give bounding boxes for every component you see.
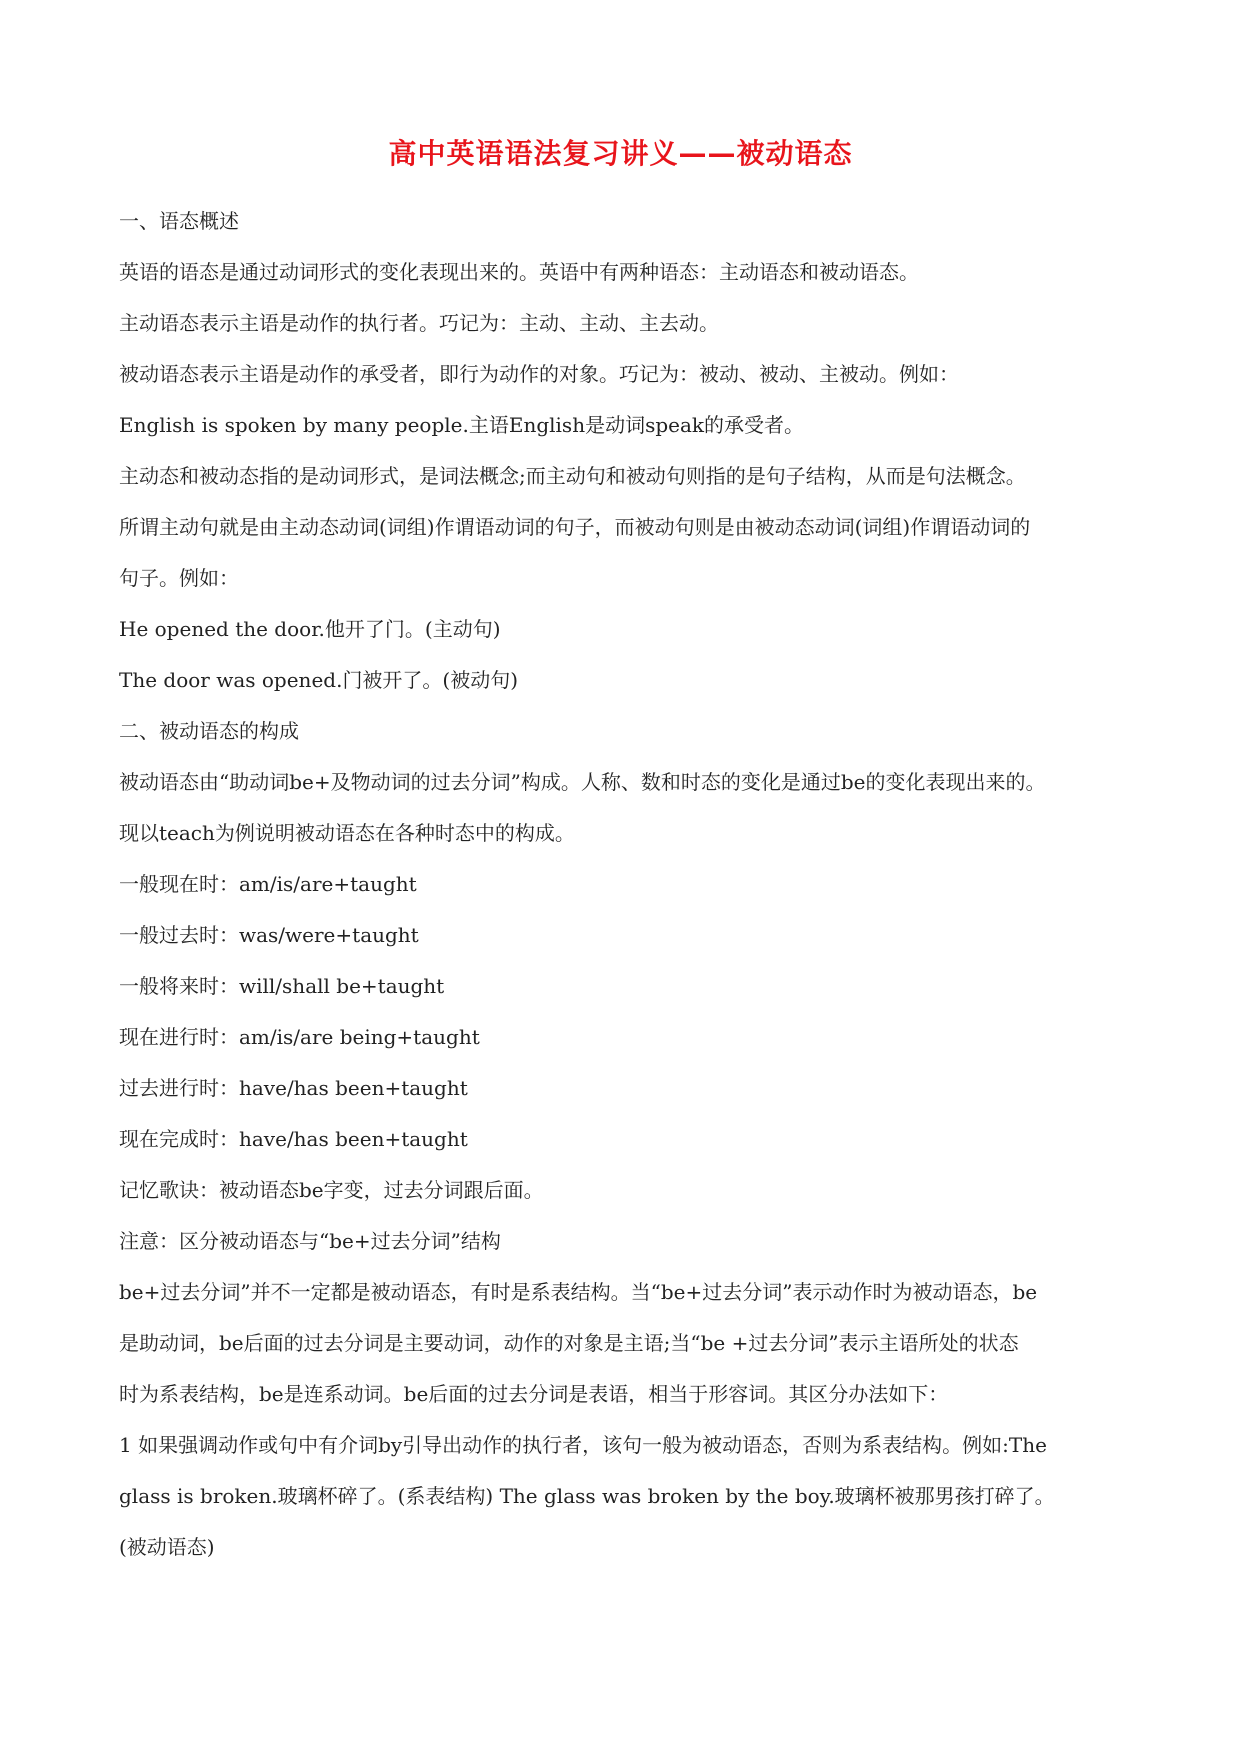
paragraph-line: 句子。例如： [119, 566, 239, 590]
paragraph-line: 1 如果强调动作或句中有介词by引导出动作的执行者，该句一般为被动语态，否则为系表结构。例如:The [119, 1433, 1047, 1457]
paragraph-line: 是助动词，be后面的过去分词是主要动词，动作的对象是主语;当“be +过去分词”表示主语所处的状态 [119, 1331, 1019, 1355]
mnemonic-line: 记忆歌诀：被动语态be字变，过去分词跟后面。 [119, 1178, 544, 1202]
example-line: The door was opened.门被开了。(被动句) [119, 668, 519, 692]
note-heading: 注意：区分被动语态与“be+过去分词”结构 [119, 1229, 501, 1253]
paragraph-line: 主动态和被动态指的是动词形式，是词法概念;而主动句和被动句则指的是句子结构，从而是句法概念。 [119, 464, 1026, 488]
tense-form-line: 一般现在时：am/is/are+taught [119, 872, 417, 896]
tense-form-line: 一般过去时：was/were+taught [119, 923, 419, 947]
tense-form-line: 过去进行时：have/has been+taught [119, 1076, 468, 1100]
paragraph-line: 时为系表结构，be是连系动词。be后面的过去分词是表语，相当于形容词。其区分办法如下： [119, 1382, 949, 1406]
paragraph-line: 所谓主动句就是由主动态动词(词组)作谓语动词的句子，而被动句则是由被动态动词(词组)作谓语动词的 [119, 515, 1031, 539]
example-line: He opened the door.他开了门。(主动句) [119, 617, 501, 641]
tense-form-line: 一般将来时：will/shall be+taught [119, 974, 445, 998]
tense-form-line: 现在完成时：have/has been+taught [119, 1127, 468, 1151]
paragraph-line: 被动语态由“助动词be+及物动词的过去分词”构成。人称、数和时态的变化是通过be的变化表现出来的。 [119, 770, 1046, 794]
paragraph-line: 英语的语态是通过动词形式的变化表现出来的。英语中有两种语态：主动语态和被动语态。 [119, 260, 919, 284]
example-line: English is spoken by many people.主语English是动词speak的承受者。 [119, 413, 805, 437]
paragraph-line: 主动语态表示主语是动作的执行者。巧记为：主动、主动、主去动。 [119, 311, 719, 335]
paragraph-line: be+过去分词”并不一定都是被动语态，有时是系表结构。当“be+过去分词”表示动作时为被动语态，be [119, 1280, 1038, 1304]
section-heading-voice-overview: 一、语态概述 [119, 209, 239, 233]
document-title: 高中英语语法复习讲义——被动语态 [388, 137, 853, 170]
document-body [119, 196, 1129, 1573]
paragraph-line: 现以teach为例说明被动语态在各种时态中的构成。 [119, 821, 575, 845]
tense-form-line: 现在进行时：am/is/are being+taught [119, 1025, 480, 1049]
example-line: glass is broken.玻璃杯碎了。(系表结构) The glass was broken by the boy.玻璃杯被那男孩打碎了。 [119, 1484, 1055, 1508]
example-line: (被动语态) [119, 1535, 215, 1559]
section-heading-passive-formation: 二、被动语态的构成 [119, 719, 299, 743]
paragraph-line: 被动语态表示主语是动作的承受者，即行为动作的对象。巧记为：被动、被动、主被动。例如： [119, 362, 959, 386]
